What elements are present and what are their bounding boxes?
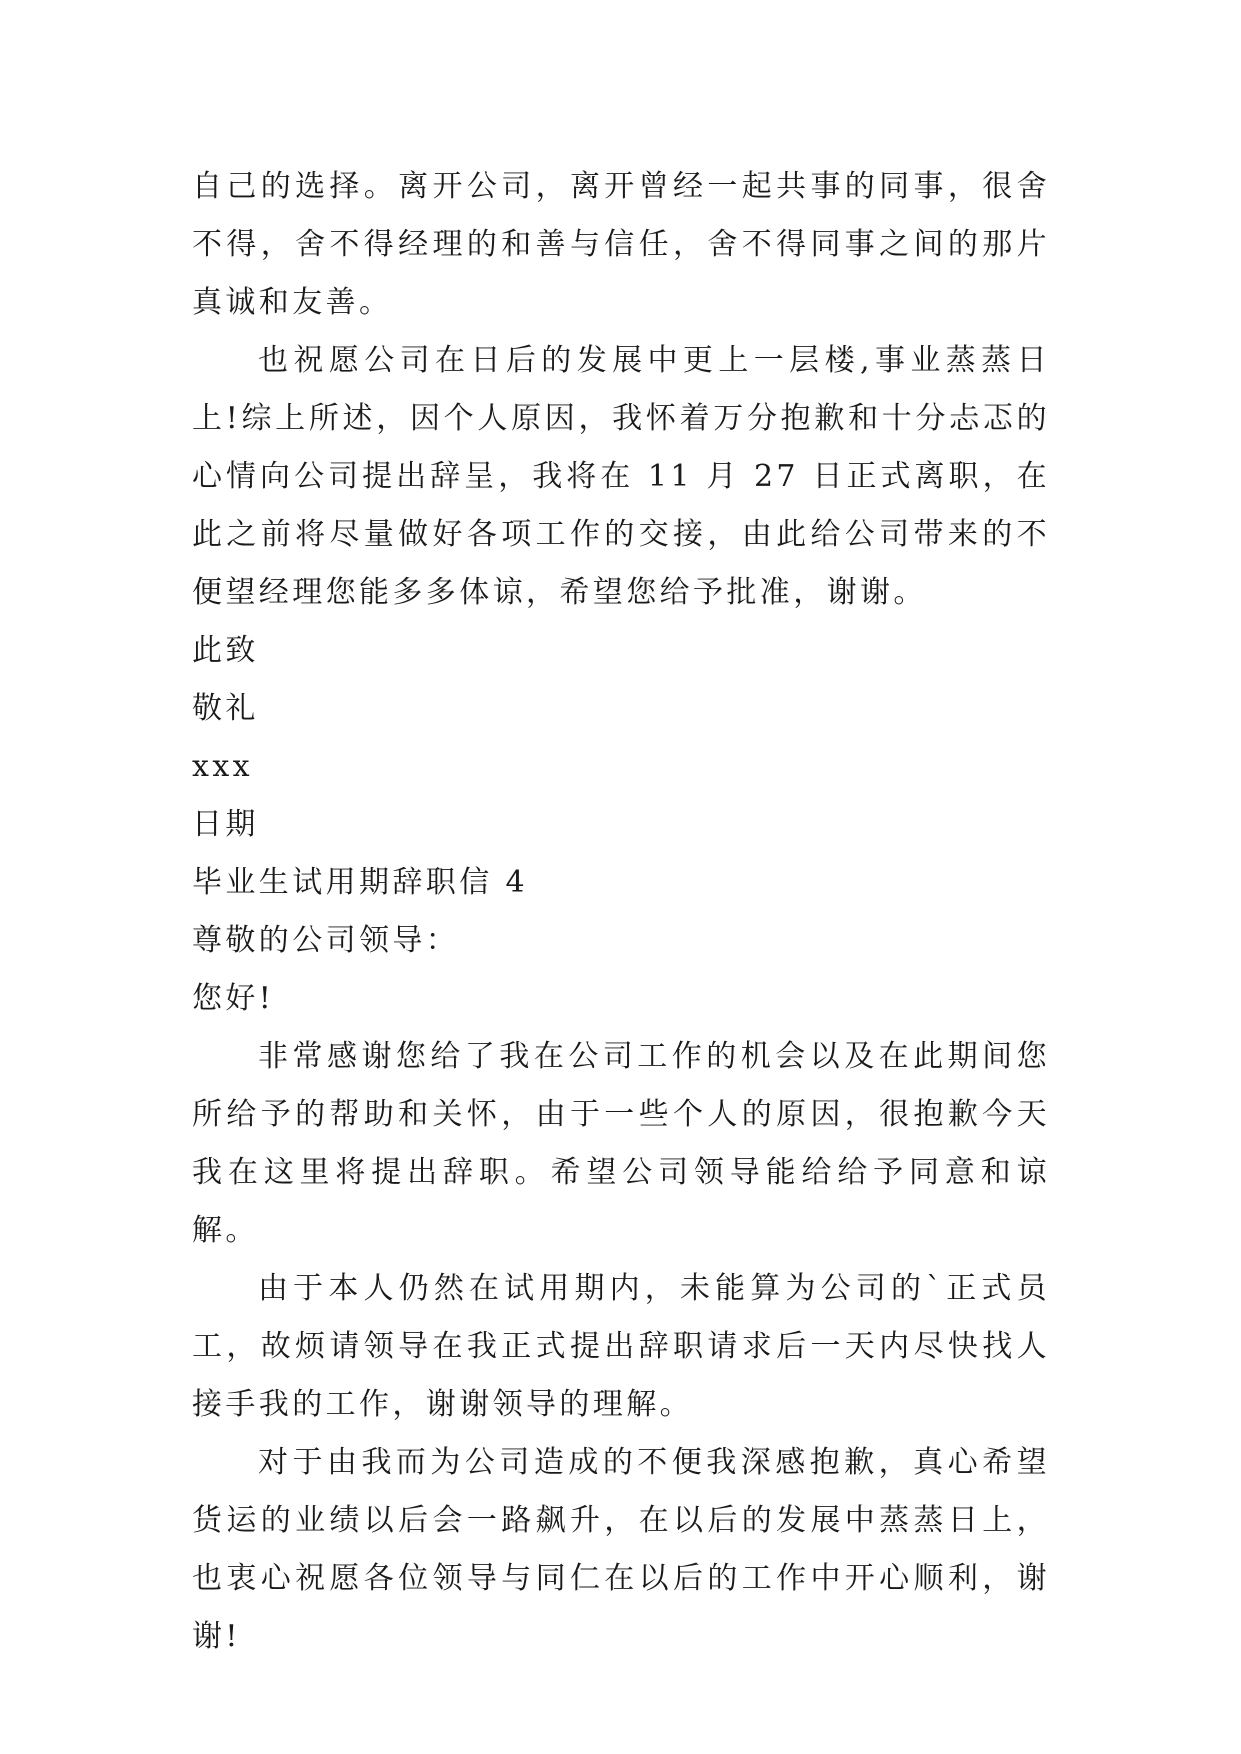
section-heading: 毕业生试用期辞职信 4 [192, 865, 529, 900]
paragraph-probation: 由于本人仍然在试用期内，未能算为公司的`正式员工，故烦请领导在我正式提出辞职请求后一天内尽快找人接手我的工作，谢谢领导的理解。 [192, 1271, 1050, 1422]
paragraph-continuation: 自己的选择。离开公司，离开曾经一起共事的同事，很舍不得，舍不得经理的和善与信任，舍不得同事之间的那片真诚和友善。 [192, 169, 1050, 320]
signature-name: xxx [192, 749, 253, 784]
closing-regards: 敬礼 [192, 691, 259, 726]
paragraph-thanks: 非常感谢您给了我在公司工作的机会以及在此期间您所给予的帮助和关怀，由于一些个人的原因，很抱歉今天我在这里将提出辞职。希望公司领导能给给予同意和谅解。 [192, 1039, 1050, 1248]
closing-salutation: 此致 [192, 633, 259, 668]
document-body [192, 158, 1050, 1666]
letter-addressee: 尊敬的公司领导： [192, 923, 460, 958]
letter-greeting: 您好! [192, 981, 275, 1016]
paragraph-wishes: 也祝愿公司在日后的发展中更上一层楼,事业蒸蒸日上!综上所述，因个人原因，我怀着万分抱歉和十分忐忑的心情向公司提出辞呈，我将在 11 月 27 日正式离职，在此之前将尽量做好各项工作的交接，由此给公司带来的不便望经理您能多多体谅，希望您给予批准，谢谢。 [192, 343, 1050, 610]
signature-date: 日期 [192, 807, 259, 842]
paragraph-apology: 对于由我而为公司造成的不便我深感抱歉，真心希望货运的业绩以后会一路飙升，在以后的发展中蒸蒸日上，也衷心祝愿各位领导与同仁在以后的工作中开心顺利，谢谢! [192, 1445, 1050, 1654]
